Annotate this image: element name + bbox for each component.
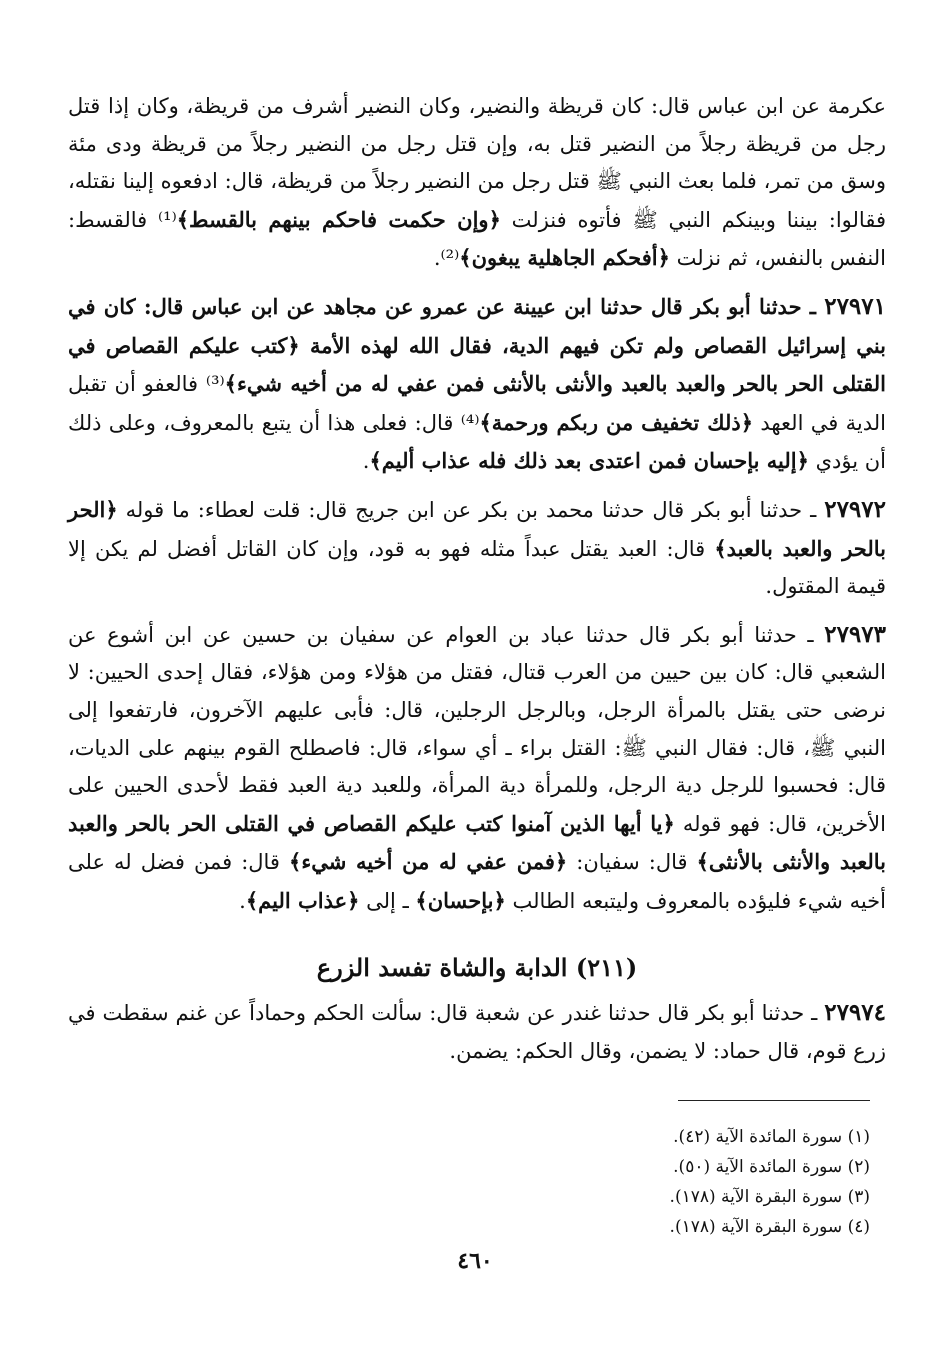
text-segment: ⁽⁴⁾ قال: فعلى هذا أن يتبع بالمعروف، وعلى ذلك أن يؤدي xyxy=(68,410,886,474)
quran-verse: ﴿يا أيها الذين آمنوا كتب عليكم القصاص في القتلى الحر بالحر والعبد بالعبد والأنثى بالأنثى﴾ xyxy=(68,810,886,875)
text-segment: ـ إلى xyxy=(359,888,416,913)
footnotes xyxy=(670,1122,870,1242)
hadith-number: ٢٧٩٧٣ xyxy=(824,620,886,648)
hadith-number: ٢٧٩٧١ xyxy=(824,292,886,320)
text-segment: ⁽¹⁾ فالقسط: النفس بالنفس، ثم نزلت xyxy=(68,207,886,271)
quran-verse: ﴿عذاب اليم﴾ xyxy=(245,887,360,913)
quran-verse: ﴿وإن حكمت فاحكم بينهم بالقسط﴾ xyxy=(176,206,501,232)
footnote-3: (٣) سورة البقرة الآية (١٧٨). xyxy=(669,1187,870,1207)
text-segment: ـ حدثنا أبو بكر قال حدثنا محمد بن بكر عن ابن جريج قال: قلت لعطاء: ما قوله xyxy=(117,497,825,522)
quran-verse: ﴿إليه بإحسان فمن اعتدى بعد ذلك فله عذاب أليم﴾ xyxy=(369,448,809,474)
quran-verse: ﴿أفحكم الجاهلية يبغون﴾ xyxy=(459,245,670,271)
hadith-number: ٢٧٩٧٢ xyxy=(824,495,886,523)
text-segment: عكرمة عن ابن عباس قال: كان قريظة والنضير، وكان النضير أشرف من قريظة، وكان إذا قتل رجل من قريظة رجلاً من النضير قتل به، وإن قتل رجل من النضير رجلاً من قريظة ودى مئة وسق من تمر، فلما بعث النبي ﷺ قتل رجل من النضير رجلاً من قريظة، قال: ادفعوه إلينا نقتله، فقالوا: بيننا وبينكم النبي ﷺ فأتوه فنزلت xyxy=(68,94,886,232)
paragraph-1 xyxy=(68,88,886,278)
text-segment: قال: سفيان: xyxy=(567,850,697,875)
paragraph-27974 xyxy=(68,994,886,1070)
section-heading: (٢١١) الدابة والشاة تفسد الزرع xyxy=(316,953,638,983)
quran-verse: ﴿فمن عفي له من أخيه شيء﴾ xyxy=(289,849,568,875)
text-segment: ـ حدثنا أبو بكر قال حدثنا غندر عن شعبة قال: سألت الحكم وحماداً عن غنم سقطت في زرع قوم، قال حماد: لا يضمن، وقال الحكم: يضمن. xyxy=(68,1001,886,1064)
text-segment: ـ حدثنا أبو بكر قال حدثنا ابن عيينة عن عمرو عن مجاهد عن ابن عباس قال: كان في بني إسرائيل القصاص ولم تكن فيهم الدية، فقال الله لهذه الأمة xyxy=(68,293,886,358)
text-segment: ⁽³⁾ فالعفو أن تقبل الدية في العهد xyxy=(68,372,886,435)
text-segment: . xyxy=(239,888,246,913)
text-segment: ـ حدثنا أبو بكر قال حدثنا عباد بن العوام عن سفيان بن حسين عن ابن أشوع عن الشعبي قال: كان بين حيين من العرب قتال، فقتل من هؤلاء ومن هؤلاء، فقال إحدى الحيين: لا نرضى حتى يقتل بالمرأة الرجل، وبالرجل الرجلين، قال: فأبى عليهم الآخرون، فارتفعوا إلى النبي ﷺ، قال: فقال النبي ﷺ: القتل براء ـ أي سواء، قال: فاصطلح القوم بينهم على الديات، قال: فحسبوا للرجل دية الرجل، وللمرأة دية المرأة، وللعبد دية العبد فقط لأحدى الحيين على الأخرين، قال: فهو قوله xyxy=(68,622,886,836)
text-segment: قال: فمن فضل له على أخيه شيء فليؤده بالمعروف وليتبعه الطالب xyxy=(68,850,886,913)
footnote-2: (٢) سورة المائدة الآية (٥٠). xyxy=(673,1157,870,1177)
text-segment: ⁽²⁾. xyxy=(433,246,460,271)
quran-verse: ﴿الحر بالحر والعبد بالعبد﴾ xyxy=(68,496,886,561)
footnote-divider xyxy=(678,1100,870,1101)
text-segment: قال: العبد يقتل عبداً مثله فهو به قود، وإن كان القاتل أفضل لم يكن إلا قيمة المقتول. xyxy=(68,536,886,599)
page-body xyxy=(68,88,886,1071)
quran-verse: ﴿بإحسان﴾ xyxy=(415,887,506,913)
quran-verse: ﴿كتب عليكم القصاص في القتلى الحر بالحر والعبد بالعبد والأنثى بالأنثى فمن عفي له من أخيه شيء﴾ xyxy=(68,332,887,397)
paragraph-27971 xyxy=(68,288,886,481)
paragraph-27972 xyxy=(68,491,886,606)
footnote-4: (٤) سورة البقرة الآية (١٧٨). xyxy=(669,1217,870,1237)
paragraph-27973 xyxy=(68,616,886,921)
quran-verse: ﴿ذلك تخفيف من ربكم ورحمة﴾ xyxy=(479,409,754,435)
hadith-number: ٢٧٩٧٤ xyxy=(824,999,886,1027)
page-number: ٤٦٠ xyxy=(457,1248,493,1274)
footnote-1: (١) سورة المائدة الآية (٤٢). xyxy=(673,1127,870,1147)
text-segment: . xyxy=(362,449,370,474)
